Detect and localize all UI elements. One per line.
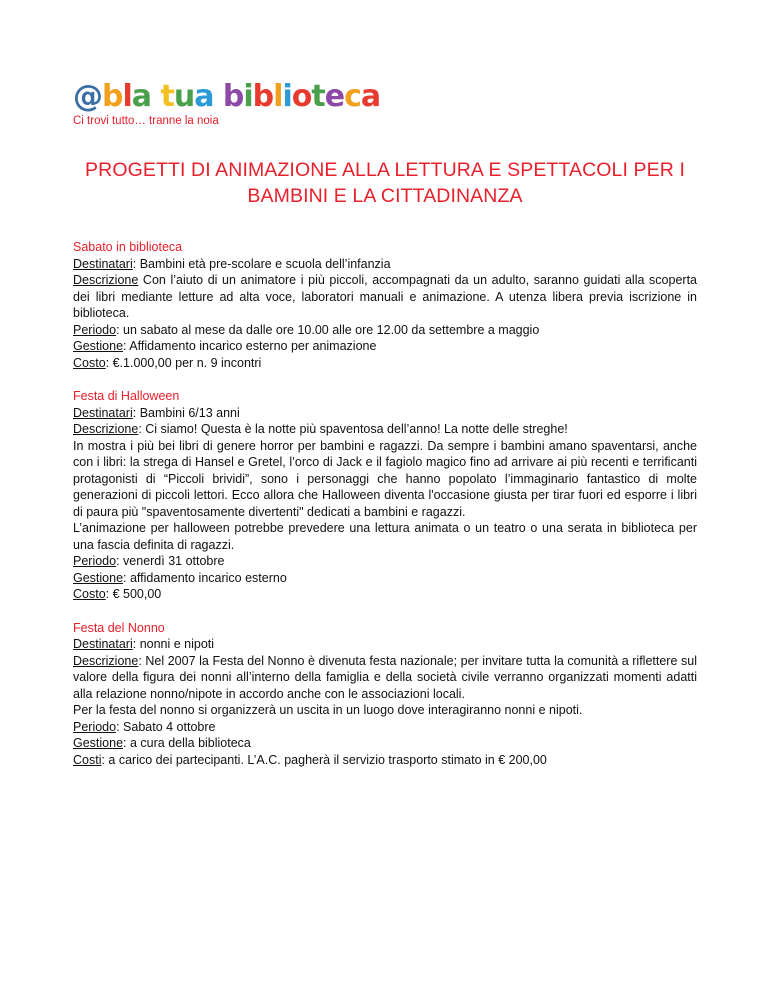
gestione-line (73, 570, 697, 587)
document-page (73, 79, 697, 785)
gestione-value: : a cura della biblioteca (123, 736, 251, 750)
descrizione-line (73, 272, 697, 322)
periodo-label: Periodo (73, 554, 117, 568)
costo-label: Costi (73, 752, 102, 767)
periodo-value: : un sabato al mese da dalle ore 10.00 alle ore 12.00 da settembre a maggio (116, 322, 540, 337)
gestione-line (73, 338, 697, 355)
descrizione-line (73, 421, 697, 438)
costo-line (73, 355, 697, 372)
periodo-label: Periodo (73, 719, 117, 734)
descrizione-label: Descrizione (73, 422, 139, 436)
section-sabato-in-biblioteca (73, 239, 697, 371)
descrizione-value: : Nel 2007 la Festa del Nonno è divenuta festa nazionale; per invitare tutta la comunità a riflettere sul valore della figura dei nonni all’interno della famiglia e della società civile verranno organizzati momenti adatti alla relazione nonno/nipote in accordo anche con le associazioni locali. (73, 653, 697, 701)
descrizione-paragraph: In mostra i più bei libri di genere horror per bambini e ragazzi. Da sempre i bambini amano spaventarsi, anche con i libri: la strega di Hansel e Gretel, l’orco di Jack e il fagiolo magico fino ad arrivare ai più recenti e terrificanti protagonisti di “Piccoli brividi”, sono i personaggi che hanno popolato l’immaginario fantastico di molte generazioni di piccoli lettori. Ecco allora che Halloween diventa l'occasione giusta per tirar fuori ed esporre i libri di paura più "spaventosamente divertenti" dedicati a bambini e ragazzi. (73, 438, 697, 519)
descrizione-value: : Ci siamo! Questa è la notte più spaventosa dell’anno! La notte delle streghe! (138, 422, 568, 436)
destinatari-value: : Bambini età pre-scolare e scuola dell’infanzia (132, 256, 391, 271)
destinatari-label: Destinatari (73, 256, 133, 271)
section-title: Festa del Nonno (73, 620, 165, 635)
destinatari-line (73, 256, 697, 273)
page-title: PROGETTI DI ANIMAZIONE ALLA LETTURA E SPETTACOLI PER I BAMBINI E LA CITTADINANZA (85, 159, 685, 207)
section-title: Sabato in biblioteca (73, 240, 183, 254)
destinatari-line (73, 636, 697, 653)
periodo-label: Periodo (73, 322, 117, 337)
uscita-paragraph: Per la festa del nonno si organizzerà un uscita in un luogo dove interagiranno nonni e nipoti. (73, 703, 583, 717)
library-logo (73, 79, 465, 114)
costo-value: : a carico dei partecipanti. L’A.C. pagherà il servizio trasporto stimato in € 200,00 (101, 752, 547, 767)
section-festa-di-halloween (73, 388, 697, 603)
destinatari-value: : Bambini 6/13 anni (132, 405, 240, 420)
destinatari-line (73, 405, 697, 422)
costo-label: Costo (73, 355, 106, 370)
section-festa-del-nonno (73, 620, 697, 769)
periodo-line (73, 719, 697, 736)
costo-label: Costo (73, 587, 106, 601)
periodo-value: : Sabato 4 ottobre (116, 719, 216, 734)
descrizione-label: Descrizione (73, 273, 139, 287)
gestione-value: : affidamento incarico esterno (123, 570, 287, 585)
gestione-line (73, 735, 697, 752)
costo-value: : € 500,00 (105, 587, 162, 601)
descrizione-label: Descrizione (73, 653, 139, 668)
logo-wordmark: @bla tua biblioteca (73, 79, 381, 114)
costo-value: : €.1.000,00 per n. 9 incontri (105, 355, 262, 370)
section-title: Festa di Halloween (73, 389, 180, 403)
descrizione-value: Con l’aiuto di un animatore i più piccoli, accompagnati da un adulto, saranno guidati alla scoperta dei libri mediante letture ad alta voce, laboratori manuali e animazione. A utenza libera previa iscrizione in biblioteca. (73, 273, 697, 320)
periodo-line (73, 553, 697, 570)
destinatari-value: : nonni e nipoti (132, 637, 215, 651)
destinatari-label: Destinatari (73, 405, 133, 420)
tagline: Ci trovi tutto… tranne la noia (73, 115, 219, 127)
gestione-value: : Affidamento incarico esterno per animazione (123, 339, 377, 353)
gestione-label: Gestione (73, 736, 124, 750)
gestione-label: Gestione (73, 570, 124, 585)
animazione-paragraph: L’animazione per halloween potrebbe prevedere una lettura animata o un teatro o una serata in biblioteca per una fascia definita di ragazzi. (73, 521, 697, 552)
periodo-value: : venerdì 31 ottobre (116, 554, 225, 568)
destinatari-label: Destinatari (73, 637, 133, 651)
descrizione-line (73, 653, 697, 703)
costo-line (73, 586, 697, 603)
periodo-line (73, 322, 697, 339)
costo-line (73, 752, 697, 769)
gestione-label: Gestione (73, 339, 124, 353)
